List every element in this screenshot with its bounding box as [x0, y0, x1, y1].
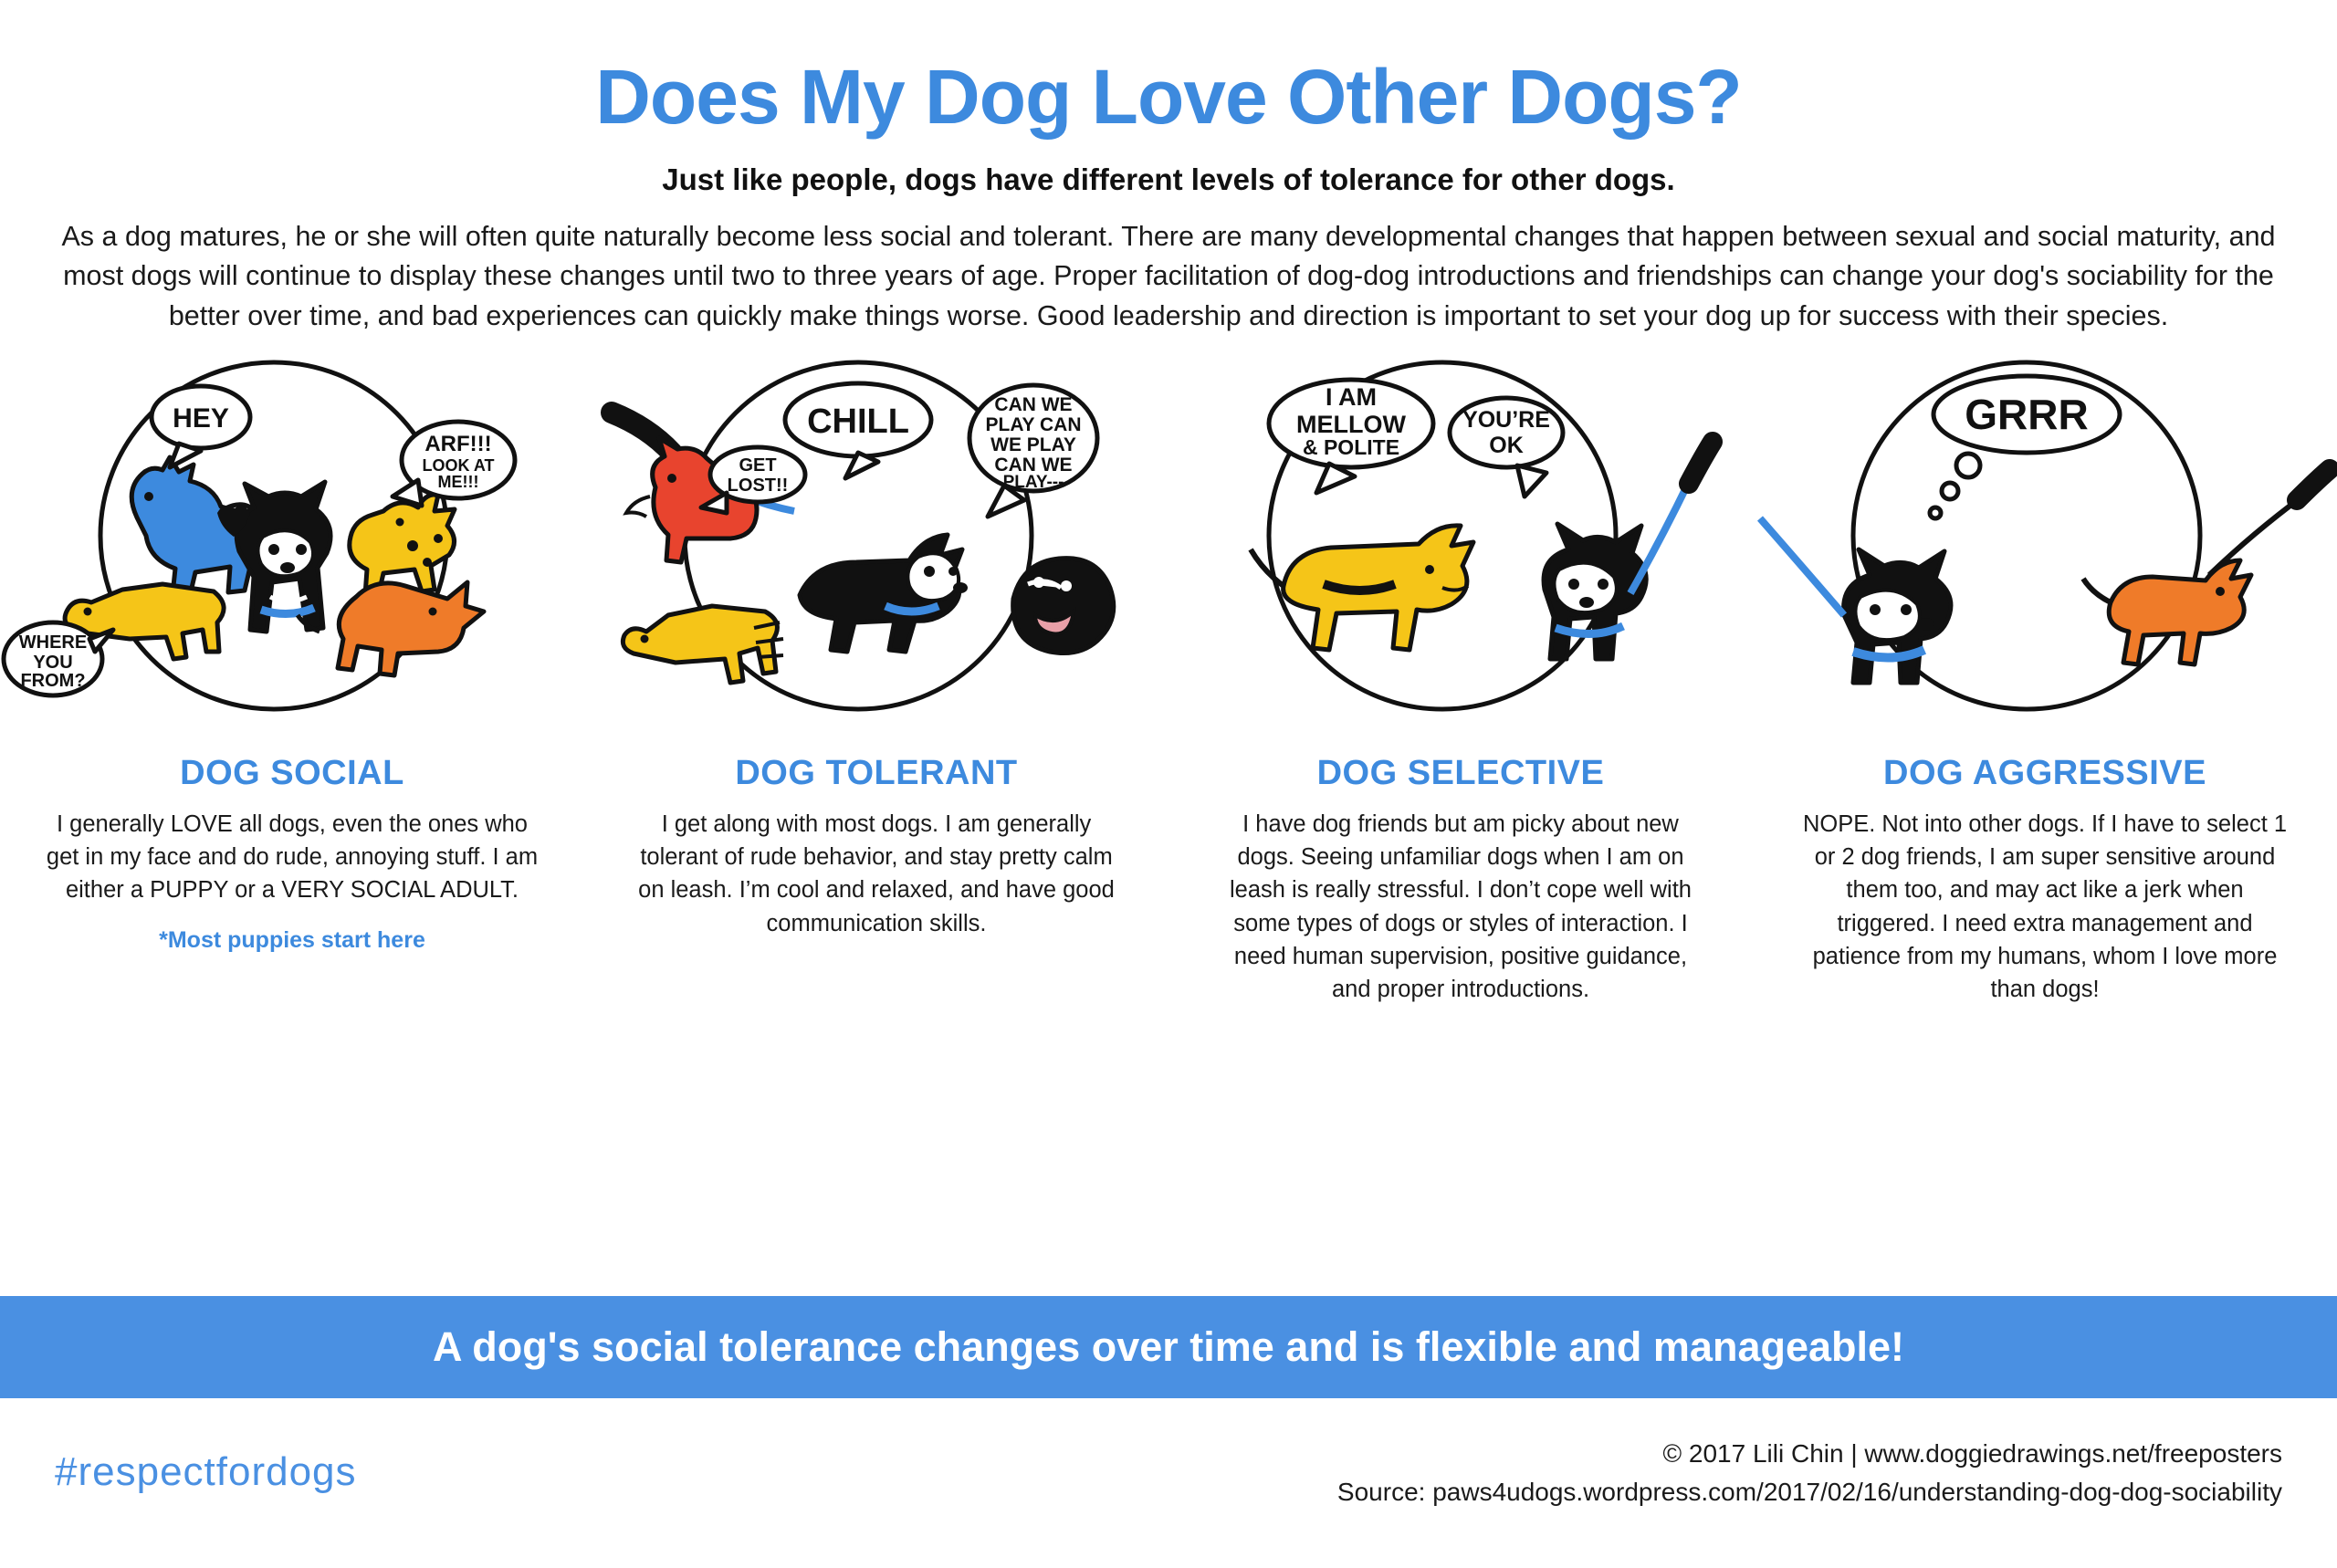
human-hand-art-2 — [1689, 442, 1713, 484]
svg-text:PLAY---: PLAY--- — [1002, 473, 1064, 493]
panel-dog-selective — [1168, 358, 1753, 1006]
panel-title-dog-selective: DOG SELECTIVE — [1316, 754, 1605, 793]
svg-text:LOOK AT: LOOK AT — [422, 456, 495, 476]
svg-text:& POLITE: & POLITE — [1302, 435, 1400, 460]
panel-title-dog-social: DOG SOCIAL — [180, 754, 404, 793]
tagline-banner — [0, 1296, 2337, 1398]
bubble-text-chill: CHILL — [807, 402, 909, 442]
panel-row — [0, 358, 2337, 1006]
svg-text:YOU: YOU — [33, 653, 73, 674]
panel-dog-aggressive — [1753, 358, 2337, 1006]
panel-title-dog-aggressive: DOG AGGRESSIVE — [1883, 754, 2206, 793]
svg-text:OK: OK — [1489, 433, 1524, 459]
panel-dog-tolerant — [584, 358, 1168, 940]
svg-text:CAN WE: CAN WE — [994, 455, 1073, 476]
illustration-dog-aggressive — [1753, 358, 2337, 750]
svg-text:WHERE: WHERE — [18, 632, 88, 653]
svg-text:I AM: I AM — [1326, 383, 1377, 412]
illustration-dog-tolerant — [584, 358, 1168, 750]
svg-text:GET: GET — [739, 455, 777, 476]
copyright-line: © 2017 Lili Chin | www.doggiedrawings.net/freeposters — [1662, 1439, 2282, 1468]
intro-paragraph: As a dog matures, he or she will often quite naturally become less social and tolerant. There are many developmental changes that happen between sexual and social maturity, and most dogs will continue to display these changes until two to three years of age. Proper facilitation of dog-dog introductions and friendships can change your dog's sociability for the better over time, and bad experiences can quickly make things worse. Good leadership and direction is important to set your dog up for success with their species. — [61, 221, 2276, 331]
panel-body-dog-social: I generally LOVE all dogs, even the ones who get in my face and do rude, annoying stuff. I am either a PUPPY or a VERY SOCIAL ADULT. — [46, 811, 539, 904]
dog-black-fluffy-art — [1013, 559, 1114, 653]
svg-text:YOU’RE: YOU’RE — [1462, 407, 1550, 434]
leash-art-3 — [1760, 518, 1844, 615]
svg-text:FROM?: FROM? — [20, 671, 86, 692]
bubble-text-grrr: GRRR — [1965, 391, 2089, 439]
svg-text:ME!!!: ME!!! — [437, 473, 479, 492]
footer — [0, 1398, 2337, 1568]
bubble-text-hey: HEY — [173, 403, 229, 434]
svg-text:WE PLAY: WE PLAY — [990, 434, 1076, 456]
panel-body-dog-aggressive: NOPE. Not into other dogs. If I have to select 1 or 2 dog friends, I am super sensitive around them too, and may act like a jerk when triggered. I need extra management and patience from my humans, whom I love more than dogs! — [1802, 811, 2288, 1003]
panel-note-dog-social: *Most puppies start here — [159, 926, 425, 953]
svg-text:ARF!!!: ARF!!! — [424, 432, 492, 457]
leash-art-4 — [2209, 497, 2302, 575]
illustration-dog-social — [0, 358, 584, 750]
hashtag-label: #respectfordogs — [55, 1449, 357, 1494]
illustration-dog-selective — [1168, 358, 1753, 750]
page-title: Does My Dog Love Other Dogs? — [595, 54, 1742, 140]
panel-dog-social — [0, 358, 584, 954]
panel-body-dog-selective: I have dog friends but am picky about new dogs. Seeing unfamiliar dogs when I am on leash is really stressful. I don’t cope well with some types of dogs or styles of interaction. I need human supervision, positive guidance, and proper introductions. — [1230, 811, 1692, 1003]
human-hand-art-3 — [2297, 469, 2330, 500]
panel-body-dog-tolerant: I get along with most dogs. I am generally tolerant of rude behavior, and stay pretty calm on leash. I’m cool and relaxed, and have good communication skills. — [638, 811, 1115, 936]
page-subtitle: Just like people, dogs have different levels of tolerance for other dogs. — [662, 162, 1675, 197]
panel-title-dog-tolerant: DOG TOLERANT — [735, 754, 1018, 793]
svg-text:LOST!!: LOST!! — [727, 476, 789, 497]
tagline-text: A dog's social tolerance changes over time and is flexible and manageable! — [432, 1323, 1905, 1370]
svg-text:CAN WE: CAN WE — [994, 394, 1073, 416]
source-line: Source: paws4udogs.wordpress.com/2017/02/16/understanding-dog-dog-sociability — [1336, 1478, 2282, 1506]
svg-text:MELLOW: MELLOW — [1296, 411, 1406, 439]
svg-text:PLAY CAN: PLAY CAN — [985, 414, 1082, 436]
footer-credits — [1337, 1435, 2282, 1511]
